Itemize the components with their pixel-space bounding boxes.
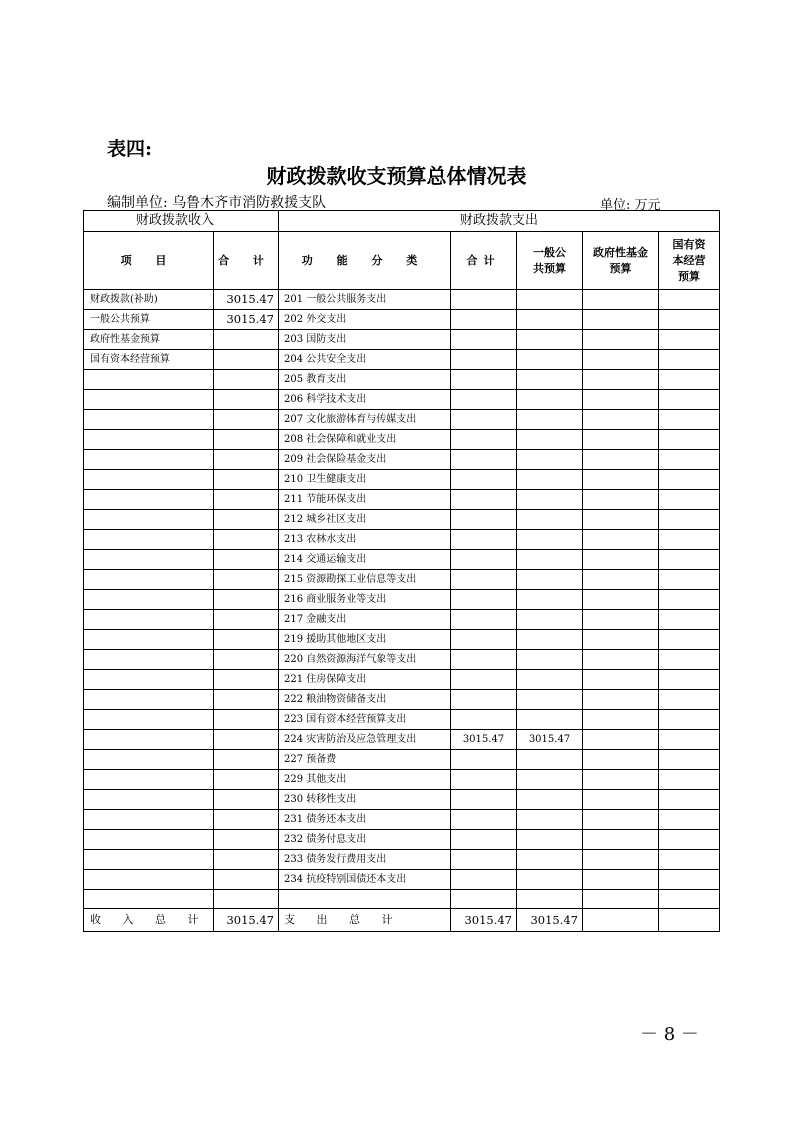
row-amount xyxy=(214,530,279,550)
row-general-budget xyxy=(517,850,583,870)
row-state-capital xyxy=(659,410,720,430)
table-row xyxy=(84,330,720,350)
row-function: 234 抗疫特别国债还本支出 xyxy=(279,870,451,890)
row-function: 231 债务还本支出 xyxy=(279,810,451,830)
row-general-budget xyxy=(517,630,583,650)
header-state-capital-budget: 国有资本经营预算 xyxy=(659,232,720,290)
row-amount xyxy=(214,490,279,510)
row-general-budget xyxy=(517,790,583,810)
income-total-label-text: 收 入 总 计 xyxy=(90,913,208,926)
row-function: 207 文化旅游体育与传媒支出 xyxy=(279,410,451,430)
table-row xyxy=(84,470,720,490)
row-expense-total xyxy=(451,450,517,470)
row-function: 201 一般公共服务支出 xyxy=(279,290,451,310)
row-state-capital xyxy=(659,330,720,350)
row-amount xyxy=(214,550,279,570)
row-item xyxy=(84,790,214,810)
table-row xyxy=(84,350,720,370)
row-expense-total xyxy=(451,830,517,850)
compiling-unit: 编制单位: 乌鲁木齐市消防救援支队 xyxy=(107,195,327,211)
row-general-budget xyxy=(517,530,583,550)
row-fund-budget xyxy=(583,610,659,630)
row-general-budget xyxy=(517,370,583,390)
row-fund-budget xyxy=(583,790,659,810)
row-item: 国有资本经营预算 xyxy=(84,350,214,370)
row-general-budget xyxy=(517,610,583,630)
row-expense-total xyxy=(451,570,517,590)
table-row xyxy=(84,770,720,790)
row-general-budget xyxy=(517,810,583,830)
row-function: 211 节能环保支出 xyxy=(279,490,451,510)
row-general-budget xyxy=(517,570,583,590)
row-general-budget xyxy=(517,670,583,690)
row-general-budget xyxy=(517,290,583,310)
row-amount xyxy=(214,510,279,530)
table-row xyxy=(84,390,720,410)
row-fund-budget xyxy=(583,570,659,590)
row-state-capital xyxy=(659,650,720,670)
row-function: 213 农林水支出 xyxy=(279,530,451,550)
table-row xyxy=(84,550,720,570)
table-row xyxy=(84,290,720,310)
row-expense-total xyxy=(451,330,517,350)
row-expense-total xyxy=(451,290,517,310)
row-general-budget xyxy=(517,310,583,330)
row-item xyxy=(84,650,214,670)
row-state-capital xyxy=(659,530,720,550)
table-row xyxy=(84,710,720,730)
row-item xyxy=(84,590,214,610)
row-function: 229 其他支出 xyxy=(279,770,451,790)
table-row xyxy=(84,650,720,670)
row-state-capital xyxy=(659,310,720,330)
table-row xyxy=(84,630,720,650)
row-fund-budget xyxy=(583,490,659,510)
row-function: 210 卫生健康支出 xyxy=(279,470,451,490)
row-amount xyxy=(214,870,279,890)
row-function: 204 公共安全支出 xyxy=(279,350,451,370)
row-function: 203 国防支出 xyxy=(279,330,451,350)
table-row xyxy=(84,890,720,909)
row-general-budget xyxy=(517,770,583,790)
row-fund-budget xyxy=(583,870,659,890)
row-amount: 3015.47 xyxy=(214,290,279,310)
row-item xyxy=(84,390,214,410)
row-state-capital xyxy=(659,610,720,630)
row-general-budget xyxy=(517,690,583,710)
row-function: 205 教育支出 xyxy=(279,370,451,390)
table-row xyxy=(84,850,720,870)
table-row xyxy=(84,690,720,710)
row-item xyxy=(84,670,214,690)
row-function: 217 金融支出 xyxy=(279,610,451,630)
row-expense-total: 3015.47 xyxy=(451,730,517,750)
row-item xyxy=(84,690,214,710)
row-item xyxy=(84,610,214,630)
row-general-budget xyxy=(517,330,583,350)
header-expense-total: 合计 xyxy=(451,232,517,290)
total-row xyxy=(84,909,720,932)
row-expense-total xyxy=(451,470,517,490)
page-title: 财政拨款收支预算总体情况表 xyxy=(266,164,527,188)
table-row xyxy=(84,490,720,510)
header-fund-budget: 政府性基金预算 xyxy=(583,232,659,290)
row-item xyxy=(84,430,214,450)
row-general-budget xyxy=(517,830,583,850)
table-body xyxy=(84,290,720,909)
table-row xyxy=(84,870,720,890)
row-amount xyxy=(214,670,279,690)
row-fund-budget xyxy=(583,450,659,470)
table-row xyxy=(84,370,720,390)
header-item: 项 目 xyxy=(84,232,214,290)
expense-section-header: 财政拨款支出 xyxy=(279,211,720,232)
row-expense-total xyxy=(451,850,517,870)
row-expense-total xyxy=(451,370,517,390)
table-row xyxy=(84,730,720,750)
currency-unit: 单位: 万元 xyxy=(600,198,661,213)
row-function: 219 援助其他地区支出 xyxy=(279,630,451,650)
row-function: 223 国有资本经营预算支出 xyxy=(279,710,451,730)
row-state-capital xyxy=(659,750,720,770)
row-function: 209 社会保险基金支出 xyxy=(279,450,451,470)
row-state-capital xyxy=(659,430,720,450)
row-general-budget xyxy=(517,450,583,470)
row-amount xyxy=(214,610,279,630)
row-function: 212 城乡社区支出 xyxy=(279,510,451,530)
table-row xyxy=(84,510,720,530)
row-fund-budget xyxy=(583,530,659,550)
row-item xyxy=(84,850,214,870)
row-function: 227 预备费 xyxy=(279,750,451,770)
row-expense-total xyxy=(451,810,517,830)
row-expense-total xyxy=(451,550,517,570)
row-expense-total xyxy=(451,690,517,710)
row-function: 230 转移性支出 xyxy=(279,790,451,810)
row-function: 221 住房保障支出 xyxy=(279,670,451,690)
row-fund-budget xyxy=(583,690,659,710)
table-row xyxy=(84,750,720,770)
header-general-budget: 一般公共预算 xyxy=(517,232,583,290)
row-expense-total xyxy=(451,390,517,410)
row-item xyxy=(84,410,214,430)
header-function: 功 能 分 类 xyxy=(279,232,451,290)
row-general-budget xyxy=(517,710,583,730)
row-state-capital xyxy=(659,630,720,650)
row-item xyxy=(84,530,214,550)
row-general-budget: 3015.47 xyxy=(517,730,583,750)
row-state-capital xyxy=(659,850,720,870)
row-state-capital xyxy=(659,870,720,890)
row-state-capital xyxy=(659,810,720,830)
row-fund-budget xyxy=(583,770,659,790)
column-header-row xyxy=(84,232,720,290)
row-function: 224 灾害防治及应急管理支出 xyxy=(279,730,451,750)
row-general-budget xyxy=(517,650,583,670)
row-function: 214 交通运输支出 xyxy=(279,550,451,570)
row-fund-budget xyxy=(583,850,659,870)
row-item xyxy=(84,730,214,750)
row-expense-total xyxy=(451,530,517,550)
row-amount: 3015.47 xyxy=(214,310,279,330)
row-amount xyxy=(214,690,279,710)
row-state-capital xyxy=(659,790,720,810)
row-function: 216 商业服务业等支出 xyxy=(279,590,451,610)
row-general-budget xyxy=(517,410,583,430)
row-amount xyxy=(214,430,279,450)
row-state-capital xyxy=(659,570,720,590)
row-fund-budget xyxy=(583,550,659,570)
row-expense-total xyxy=(451,870,517,890)
row-expense-total xyxy=(451,770,517,790)
row-state-capital xyxy=(659,290,720,310)
row-expense-total xyxy=(451,590,517,610)
row-expense-total xyxy=(451,490,517,510)
row-general-budget xyxy=(517,430,583,450)
row-expense-total xyxy=(451,410,517,430)
income-total-amount: 3015.47 xyxy=(214,909,279,932)
row-general-budget xyxy=(517,750,583,770)
header-total: 合 计 xyxy=(214,232,279,290)
row-item xyxy=(84,810,214,830)
row-item xyxy=(84,870,214,890)
row-fund-budget xyxy=(583,290,659,310)
expense-total-label-text: 支 出 总 计 xyxy=(284,913,402,926)
row-expense-total xyxy=(451,510,517,530)
row-general-budget xyxy=(517,390,583,410)
table-row xyxy=(84,450,720,470)
row-function: 202 外交支出 xyxy=(279,310,451,330)
row-fund-budget xyxy=(583,330,659,350)
row-general-budget xyxy=(517,510,583,530)
row-amount xyxy=(214,810,279,830)
row-general-budget xyxy=(517,350,583,370)
row-state-capital xyxy=(659,890,720,909)
table-row xyxy=(84,570,720,590)
row-amount xyxy=(214,570,279,590)
row-state-capital xyxy=(659,690,720,710)
row-amount xyxy=(214,890,279,909)
row-fund-budget xyxy=(583,830,659,850)
row-amount xyxy=(214,790,279,810)
row-state-capital xyxy=(659,350,720,370)
row-function: 232 债务付息支出 xyxy=(279,830,451,850)
table-row xyxy=(84,430,720,450)
table-row xyxy=(84,590,720,610)
row-item xyxy=(84,550,214,570)
row-item: 财政拨款(补助) xyxy=(84,290,214,310)
row-fund-budget xyxy=(583,810,659,830)
budget-table xyxy=(83,210,720,932)
row-fund-budget xyxy=(583,370,659,390)
row-item xyxy=(84,570,214,590)
row-amount xyxy=(214,770,279,790)
section-header-row xyxy=(84,211,720,232)
expense-total-amount: 3015.47 xyxy=(451,909,517,932)
expense-total-general: 3015.47 xyxy=(517,909,583,932)
row-amount xyxy=(214,370,279,390)
row-item xyxy=(84,630,214,650)
row-item xyxy=(84,370,214,390)
row-amount xyxy=(214,450,279,470)
row-expense-total xyxy=(451,790,517,810)
table-row xyxy=(84,670,720,690)
row-fund-budget xyxy=(583,650,659,670)
row-state-capital xyxy=(659,710,720,730)
table-label: 表四: xyxy=(107,138,153,160)
row-expense-total xyxy=(451,430,517,450)
expense-total-fund xyxy=(583,909,659,932)
row-function: 220 自然资源海洋气象等支出 xyxy=(279,650,451,670)
row-amount xyxy=(214,850,279,870)
expense-total-label xyxy=(279,909,451,932)
expense-total-capital xyxy=(659,909,720,932)
row-expense-total xyxy=(451,890,517,909)
row-amount xyxy=(214,470,279,490)
row-general-budget xyxy=(517,490,583,510)
table-row xyxy=(84,790,720,810)
row-fund-budget xyxy=(583,310,659,330)
table-row xyxy=(84,810,720,830)
row-state-capital xyxy=(659,670,720,690)
row-expense-total xyxy=(451,650,517,670)
page-number: － 8 － xyxy=(640,1024,699,1045)
row-state-capital xyxy=(659,390,720,410)
row-state-capital xyxy=(659,470,720,490)
row-item xyxy=(84,710,214,730)
row-general-budget xyxy=(517,470,583,490)
row-amount xyxy=(214,830,279,850)
income-section-header: 财政拨款收入 xyxy=(84,211,279,232)
row-amount xyxy=(214,750,279,770)
row-item xyxy=(84,770,214,790)
row-fund-budget xyxy=(583,410,659,430)
row-general-budget xyxy=(517,550,583,570)
income-total-label xyxy=(84,909,214,932)
row-general-budget xyxy=(517,870,583,890)
row-amount xyxy=(214,590,279,610)
row-function: 208 社会保障和就业支出 xyxy=(279,430,451,450)
row-item xyxy=(84,830,214,850)
row-amount xyxy=(214,410,279,430)
table-row xyxy=(84,610,720,630)
row-fund-budget xyxy=(583,670,659,690)
row-fund-budget xyxy=(583,630,659,650)
row-state-capital xyxy=(659,490,720,510)
row-expense-total xyxy=(451,670,517,690)
row-general-budget xyxy=(517,590,583,610)
table-row xyxy=(84,530,720,550)
row-fund-budget xyxy=(583,390,659,410)
row-function: 233 债务发行费用支出 xyxy=(279,850,451,870)
row-item xyxy=(84,750,214,770)
row-item xyxy=(84,490,214,510)
row-item xyxy=(84,470,214,490)
row-expense-total xyxy=(451,710,517,730)
row-state-capital xyxy=(659,550,720,570)
row-item: 政府性基金预算 xyxy=(84,330,214,350)
row-expense-total xyxy=(451,310,517,330)
row-expense-total xyxy=(451,610,517,630)
table-row xyxy=(84,830,720,850)
row-item xyxy=(84,890,214,909)
row-state-capital xyxy=(659,830,720,850)
row-state-capital xyxy=(659,730,720,750)
row-fund-budget xyxy=(583,470,659,490)
row-amount xyxy=(214,350,279,370)
row-item: 一般公共预算 xyxy=(84,310,214,330)
row-amount xyxy=(214,330,279,350)
row-amount xyxy=(214,390,279,410)
row-expense-total xyxy=(451,750,517,770)
row-function: 206 科学技术支出 xyxy=(279,390,451,410)
row-amount xyxy=(214,710,279,730)
table-row xyxy=(84,410,720,430)
row-expense-total xyxy=(451,630,517,650)
row-general-budget xyxy=(517,890,583,909)
row-state-capital xyxy=(659,370,720,390)
row-amount xyxy=(214,630,279,650)
row-state-capital xyxy=(659,770,720,790)
row-fund-budget xyxy=(583,590,659,610)
row-fund-budget xyxy=(583,430,659,450)
row-fund-budget xyxy=(583,890,659,909)
row-fund-budget xyxy=(583,730,659,750)
row-state-capital xyxy=(659,510,720,530)
row-function: 215 资源勘探工业信息等支出 xyxy=(279,570,451,590)
row-expense-total xyxy=(451,350,517,370)
row-state-capital xyxy=(659,590,720,610)
row-amount xyxy=(214,650,279,670)
row-item xyxy=(84,510,214,530)
row-fund-budget xyxy=(583,510,659,530)
row-function xyxy=(279,890,451,909)
row-fund-budget xyxy=(583,350,659,370)
row-state-capital xyxy=(659,450,720,470)
row-amount xyxy=(214,730,279,750)
table-row xyxy=(84,310,720,330)
row-function: 222 粮油物资储备支出 xyxy=(279,690,451,710)
row-fund-budget xyxy=(583,710,659,730)
row-fund-budget xyxy=(583,750,659,770)
row-item xyxy=(84,450,214,470)
